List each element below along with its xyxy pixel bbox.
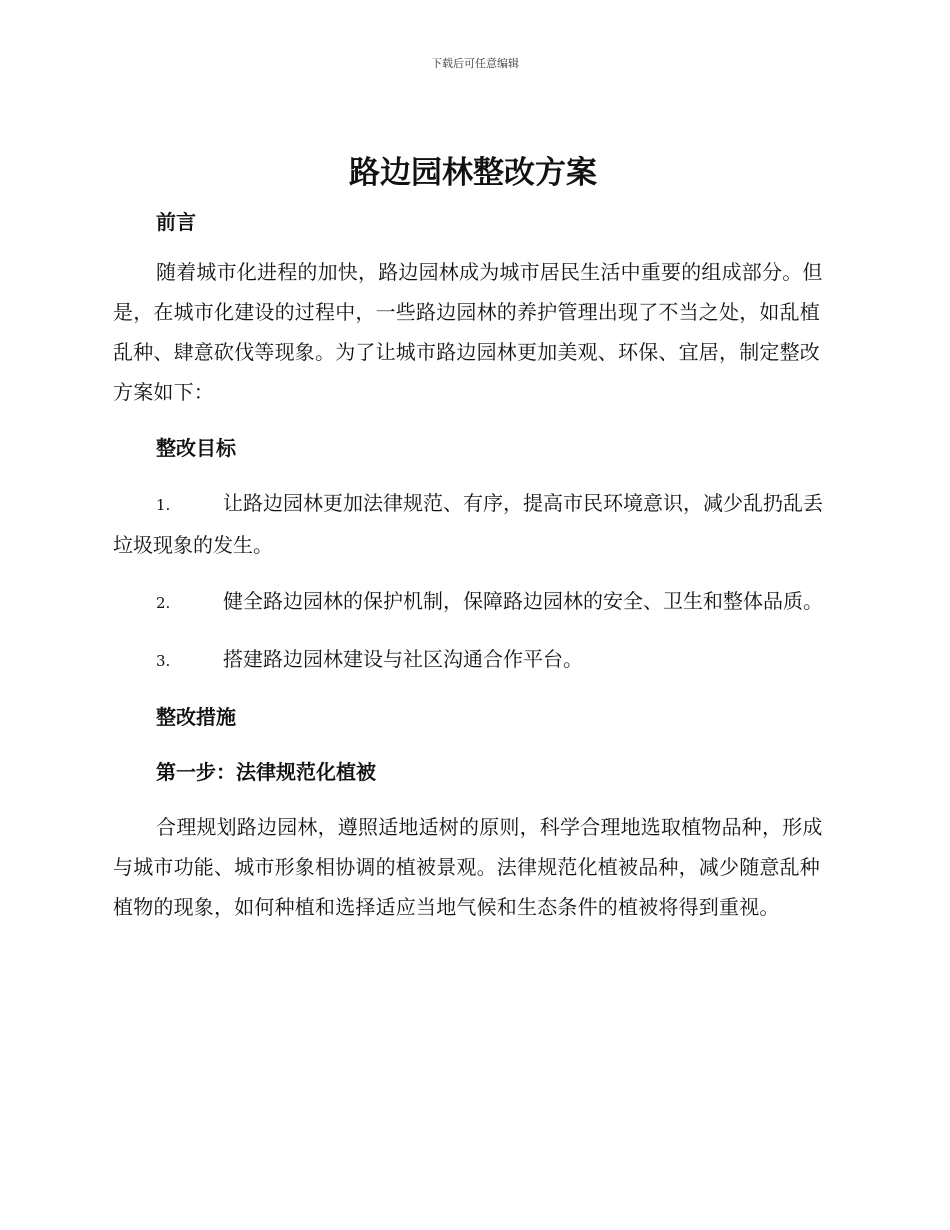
step1-paragraph: 合理规划路边园林，遵照适地适树的原则，科学合理地选取植物品种，形成与城市功能、城市形象相协调的植被景观。法律规范化植被品种，减少随意乱种植物的现象，如何种植和选择适应当地气候和生态条件的植被将得到重视。	[113, 815, 823, 919]
goal-number: 2.	[156, 594, 171, 612]
goals-heading: 整改目标	[156, 436, 236, 460]
preface-heading: 前言	[156, 210, 196, 234]
goal-text: 让路边园林更加法律规范、有序，提高市民环境意识，减少乱扔乱丢垃圾现象的发生。	[113, 491, 823, 557]
goal-text: 健全路边园林的保护机制，保障路边园林的安全、卫生和整体品质。	[223, 589, 823, 613]
goal-number: 1.	[156, 496, 171, 514]
preface-paragraph: 随着城市化进程的加快，路边园林成为城市居民生活中重要的组成部分。但是，在城市化建设的过程中，一些路边园林的养护管理出现了不当之处，如乱植乱种、肆意砍伐等现象。为了让城市路边园林更加美观、环保、宜居，制定整改方案如下：	[113, 260, 823, 404]
page-header-note: 下载后可任意编辑	[431, 57, 519, 70]
document-body	[113, 148, 833, 927]
goal-item-2	[113, 581, 833, 623]
step1-heading: 第一步：法律规范化植被	[156, 760, 376, 784]
goal-text: 搭建路边园林建设与社区沟通合作平台。	[223, 647, 583, 671]
goal-item-3	[113, 639, 833, 681]
goal-item-1	[113, 483, 833, 565]
goal-number: 3.	[156, 652, 171, 670]
document-title: 路边园林整改方案	[349, 155, 597, 191]
measures-heading: 整改措施	[156, 705, 236, 729]
